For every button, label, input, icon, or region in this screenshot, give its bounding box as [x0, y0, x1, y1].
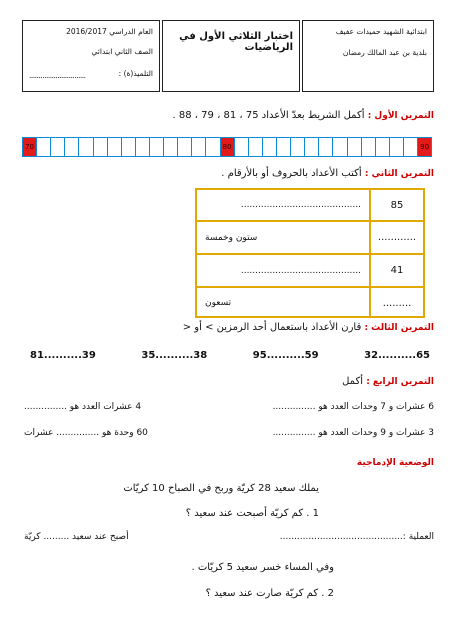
strip-cell-empty[interactable] [333, 138, 347, 156]
class-name: الصف الثاني ابتدائي [91, 47, 153, 56]
operation-dots[interactable]: ........................................... [279, 532, 403, 542]
ex4-r1b[interactable]: 4 عشرات العدد هو ............... [24, 402, 142, 412]
strip-cell-empty[interactable] [362, 138, 376, 156]
ex2-title: التمرين الثاني : [364, 169, 434, 179]
integration-operation [24, 532, 434, 542]
header-right-box [302, 20, 434, 92]
ex4-title: التمرين الرابع : [366, 377, 434, 387]
strip-cell-empty[interactable] [206, 138, 220, 156]
strip-cell-empty[interactable] [164, 138, 178, 156]
strip-cell-given: 70 [23, 138, 37, 156]
ex4-r1a[interactable]: 6 عشرات و 7 وحدات العدد هو ............... [272, 402, 434, 412]
strip-cell-given: 80 [221, 138, 235, 156]
compare-item[interactable]: 35..........38 [141, 350, 208, 361]
ex4-row [24, 376, 434, 388]
school-name: ابتدائية الشهيد حميدات عفيف [335, 27, 427, 36]
operation-answer[interactable]: أصبح عند سعيد ......... كريّة [24, 532, 129, 542]
strip-cell-empty[interactable] [305, 138, 319, 156]
strip-cell-empty[interactable] [277, 138, 291, 156]
ex2-row [24, 168, 434, 180]
cell-right: 85 [390, 199, 404, 211]
compare-row [30, 350, 430, 361]
table-row [197, 190, 423, 220]
ex4-line-2 [24, 428, 434, 438]
integration-evening: وفي المساء خسر سعيد 5 كريّات . [191, 562, 334, 573]
strip-cell-empty[interactable] [348, 138, 362, 156]
strip-cell-empty[interactable] [136, 138, 150, 156]
page-title: اختبار الثلاثي الأول في الرياضيات [179, 31, 293, 53]
integration-q2: 2 . كم كريّة صارت عند سعيد ؟ [205, 588, 334, 599]
cell-right: 41 [390, 265, 404, 276]
strip-cell-empty[interactable] [263, 138, 277, 156]
table-row [197, 220, 423, 253]
strip-cell-empty[interactable] [291, 138, 305, 156]
compare-item[interactable]: 32..........65 [364, 350, 430, 361]
header-title-box [162, 20, 300, 92]
strip-cell-empty[interactable] [122, 138, 136, 156]
ex3-text: قارن الأعداد باستعمال أحد الرمزين > أو < [182, 322, 362, 333]
strip-cell-given: 90 [418, 138, 431, 156]
cell-left[interactable]: .......................................... [197, 190, 371, 220]
ex2-text: أكتب الأعداد بالحروف أو بالأرقام . [221, 168, 362, 179]
compare-item[interactable]: 81..........39 [30, 350, 96, 361]
ex4-line-1 [24, 402, 434, 412]
strip-cell-empty[interactable] [390, 138, 404, 156]
table-row [197, 286, 423, 318]
table-row [197, 253, 423, 286]
cell-left: تسعون [197, 288, 371, 318]
cell-left: ستون وخمسة [197, 222, 371, 253]
strip-cell-empty[interactable] [192, 138, 206, 156]
ex3-title: التمرين الثالث : [364, 323, 434, 333]
strip-cell-empty[interactable] [37, 138, 51, 156]
cell-left[interactable]: .......................................... [197, 255, 371, 286]
words-digits-table [195, 188, 425, 318]
ex4-r2b[interactable]: 60 وحدة هو ............... عشرات [24, 428, 148, 438]
number-strip [22, 137, 432, 157]
strip-cell-empty[interactable] [376, 138, 390, 156]
strip-cell-empty[interactable] [108, 138, 122, 156]
ex4-r2a[interactable]: 3 عشرات و 9 وحدات العدد هو ............... [272, 428, 434, 438]
strip-cell-empty[interactable] [150, 138, 164, 156]
integration-title: الوضعية الإدماجية [356, 458, 434, 468]
student-dots: .............................. [29, 71, 86, 80]
cell-right[interactable]: ............ [377, 232, 417, 243]
ex1-title: التمرين الأول : [367, 111, 434, 121]
integration-intro: يملك سعيد 28 كريّة وربح في الصباح 10 كريّات [123, 483, 319, 494]
strip-cell-empty[interactable] [249, 138, 263, 156]
strip-cell-empty[interactable] [94, 138, 108, 156]
ex1-row [24, 110, 434, 122]
student-label: التلميذ(ة) : [118, 69, 153, 78]
strip-cell-empty[interactable] [319, 138, 333, 156]
ex1-text: أكمل الشريط بعدّ الأعداد 75 ، 81 ، 79 ، 88 . [172, 110, 365, 121]
strip-cell-empty[interactable] [235, 138, 249, 156]
strip-cell-empty[interactable] [51, 138, 65, 156]
municipality: بلدية بن عبد المالك رمضان [342, 48, 427, 57]
ex4-text: أكمل [342, 376, 364, 387]
compare-item[interactable]: 95..........59 [252, 350, 319, 361]
school-year: العام الدراسي 2016/2017 [66, 27, 153, 36]
strip-cell-empty[interactable] [178, 138, 192, 156]
ex3-row [24, 322, 434, 334]
cell-right[interactable]: ......... [382, 297, 412, 309]
strip-cell-empty[interactable] [65, 138, 79, 156]
strip-cell-empty[interactable] [404, 138, 418, 156]
operation-label: العملية : [402, 532, 434, 542]
integration-q1: 1 . كم كريّة أصبحت عند سعيد ؟ [185, 508, 319, 519]
strip-cell-empty[interactable] [79, 138, 93, 156]
header-left-box [22, 20, 160, 92]
